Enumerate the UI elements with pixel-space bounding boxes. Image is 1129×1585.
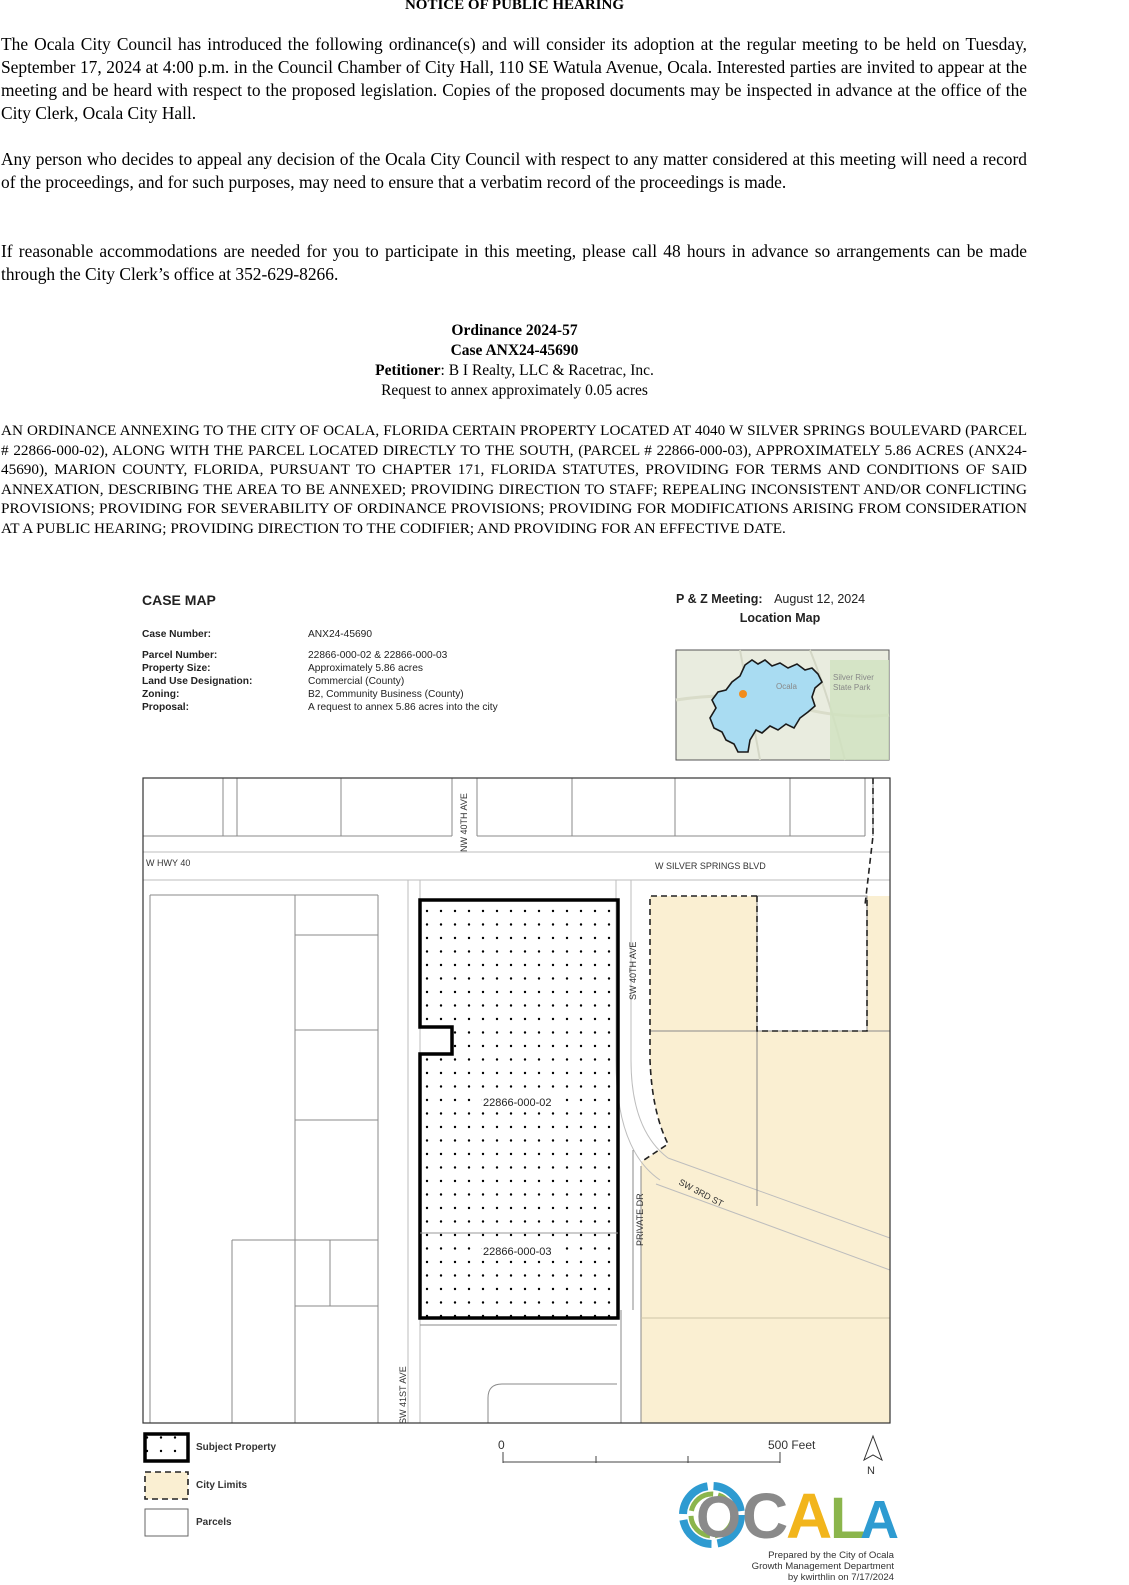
legend-label-city-limits: City Limits (196, 1480, 248, 1491)
ocala-logo (683, 1480, 899, 1552)
legend-swatch-parcels (145, 1509, 188, 1536)
notice-paragraph-meeting: The Ocala City Council has introduced the following ordinance(s) and will consider its adoption at the regular meeting to be held on Tuesday, September 17, 2024 at 4:00 p.m. in the Council Chamber of City Hall, 110 SE Watula Avenue, Ocala. Interested parties are invited to appear at the meeting and be heard with respect to the proposed legislation. Copies of the proposed documents may be inspected in advance at the office of the City Clerk, Ocala City Hall. (1, 34, 1027, 123)
svg-text:A: A (860, 1490, 899, 1550)
land-use-value: Commercial (County) (308, 676, 405, 687)
ordinance-case: Case ANX24-45690 (450, 342, 579, 359)
ordinance-number: Ordinance 2024-57 (451, 322, 578, 339)
legend-label-parcels: Parcels (196, 1517, 232, 1528)
land-use-label: Land Use Designation: (142, 676, 253, 687)
notice-paragraph-accommodations: If reasonable accommodations are needed for you to participate in this meeting, please call 48 hours in advance so arrangements can be made through the City Clerk’s office at 352-629-8266. (1, 241, 1027, 284)
street-label-nw40th: NW 40TH AVE (459, 793, 469, 852)
notice-paragraph-appeal: Any person who decides to appeal any decision of the Ocala City Council with respect to any matter considered at this meeting will need a record of the proceedings, and for such purposes, may need to ensure that a verbatim record of the proceedings is made. (1, 149, 1027, 192)
inset-label-park: Silver River State Park (833, 673, 874, 692)
parcel-label-south: 22866-000-03 (483, 1246, 552, 1258)
case-map-title: CASE MAP (142, 592, 216, 608)
street-label-private: PRIVATE DR (635, 1193, 645, 1246)
svg-text:L: L (830, 1486, 866, 1551)
street-label-silver-springs: W SILVER SPRINGS BLVD (655, 861, 766, 871)
meeting-date: August 12, 2024 (774, 592, 866, 606)
location-inset-map (676, 650, 889, 760)
petitioner-value: : B I Realty, LLC & Racetrac, Inc. (440, 362, 654, 379)
svg-text:A: A (786, 1480, 833, 1552)
prepared-by-line-3: by kwirthlin on 7/17/2024 (787, 1572, 894, 1583)
parcel-label-north: 22866-000-02 (483, 1097, 552, 1109)
property-size-label: Property Size: (142, 663, 211, 674)
street-label-hwy40: W HWY 40 (146, 858, 191, 868)
inset-label-city: Ocala (776, 682, 797, 691)
legend-swatch-subject (145, 1434, 188, 1461)
zoning-label: Zoning: (142, 689, 180, 700)
legend-label-subject: Subject Property (196, 1442, 277, 1453)
scale-end-label: 500 Feet (768, 1438, 816, 1452)
case-number-value: ANX24-45690 (308, 629, 373, 640)
zoning-value: B2, Community Business (County) (308, 689, 464, 700)
legend (145, 1434, 188, 1536)
street-label-sw41st: SW 41ST AVE (398, 1366, 408, 1424)
svg-text:C: C (742, 1480, 789, 1552)
svg-text:O: O (696, 1485, 742, 1550)
legend-swatch-city-limits (145, 1472, 188, 1499)
proposal-value: A request to annex 5.86 acres into the city (308, 702, 498, 713)
prepared-by-line-2: Growth Management Department (751, 1561, 894, 1572)
north-label: N (867, 1465, 875, 1477)
case-number-label: Case Number: (142, 629, 212, 640)
notice-title: NOTICE OF PUBLIC HEARING (404, 0, 625, 13)
ordinance-request: Request to annex approximately 0.05 acres (381, 382, 648, 399)
street-label-sw40th: SW 40TH AVE (628, 941, 638, 1000)
petitioner-label: Petitioner (375, 362, 441, 379)
meeting-label: P & Z Meeting: (676, 592, 763, 606)
street-label-sw3rd: SW 3RD ST (677, 1176, 726, 1209)
scale-bar (503, 1452, 780, 1463)
scale-start-label: 0 (498, 1438, 505, 1452)
north-arrow-icon (864, 1436, 882, 1477)
parcel-number-label: Parcel Number: (142, 650, 218, 661)
ordinance-text: AN ORDINANCE ANNEXING TO THE CITY OF OCALA, FLORIDA CERTAIN PROPERTY LOCATED AT 4040 W SILVER SPRINGS BOULEVARD (PARCEL # 22866-000-02), ALONG WITH THE PARCEL LOCATED DIRECTLY TO THE SOUTH, (PARCEL # 22866-000-03), APPROXIMATELY 5.86 ACRES (ANX24-45690), MARION COUNTY, FLORIDA, PURSUANT TO CHAPTER 171, FLORIDA STATUTES, PROVIDING FOR TERMS AND CONDITIONS OF SAID ANNEXATION, DESCRIBING THE AREA TO BE ANNEXED; PROVIDING DIRECTION TO STAFF; REPEALING INCONSISTENT AND/OR CONFLICTING PROVISIONS; PROVIDING FOR SEVERABILITY OF ORDINANCE PROVISIONS; PROVIDING FOR MODIFICATIONS ARISING FROM CONSIDERATION AT A PUBLIC HEARING; PROVIDING DIRECTION TO THE CODIFIER; AND PROVIDING FOR AN EFFECTIVE DATE. (1, 422, 1027, 537)
inset-subject-marker (739, 690, 747, 698)
prepared-by-line-1: Prepared by the City of Ocala (768, 1550, 894, 1561)
parcel-number-value: 22866-000-02 & 22866-000-03 (308, 650, 448, 661)
property-size-value: Approximately 5.86 acres (308, 663, 423, 674)
location-map-label: Location Map (739, 611, 821, 625)
proposal-label: Proposal: (142, 702, 189, 713)
